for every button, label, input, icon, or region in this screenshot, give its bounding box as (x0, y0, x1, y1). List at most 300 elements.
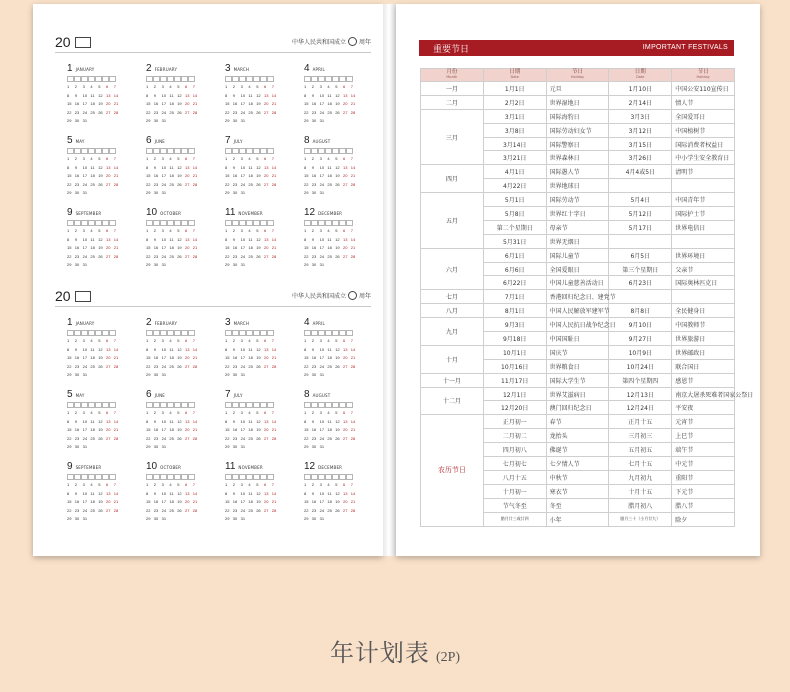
note-cell[interactable] (253, 76, 260, 82)
day-row (304, 491, 383, 500)
day-number: 26 (177, 507, 182, 513)
day-number: 29 (304, 372, 309, 377)
note-cell[interactable] (260, 474, 267, 480)
lunar-festival-cell: 七夕情人节 (546, 457, 609, 471)
day-number: 30 (74, 262, 80, 267)
note-cell[interactable] (67, 148, 74, 154)
day-number: 28 (271, 435, 277, 441)
note-cell[interactable] (188, 402, 195, 408)
note-cell[interactable] (246, 220, 253, 226)
note-cell[interactable] (95, 220, 102, 226)
day-number: 12 (335, 346, 340, 352)
note-cell[interactable] (332, 76, 339, 82)
day-number: 29 (67, 372, 72, 377)
note-cell[interactable] (304, 76, 311, 82)
day-number: 11 (169, 418, 174, 424)
day-number: 8 (225, 164, 228, 170)
note-cell[interactable] (318, 76, 325, 82)
day-row (67, 355, 146, 364)
note-cell[interactable] (153, 220, 160, 226)
note-cell[interactable] (67, 76, 74, 82)
day-number: 4 (169, 84, 172, 89)
day-row (304, 347, 383, 356)
note-cells[interactable] (67, 76, 146, 82)
note-cell[interactable] (153, 76, 160, 82)
day-number: 26 (98, 181, 103, 187)
day-number: 7 (192, 410, 196, 415)
day-number: 23 (311, 253, 317, 259)
festivals-title-bar (419, 40, 734, 56)
note-cell[interactable] (346, 76, 353, 82)
note-cell[interactable] (74, 148, 81, 154)
note-cell[interactable] (102, 148, 109, 154)
note-cell[interactable] (188, 220, 195, 226)
note-cell[interactable] (253, 148, 260, 154)
note-cells[interactable] (304, 402, 383, 408)
note-cell[interactable] (167, 220, 174, 226)
note-cell[interactable] (160, 220, 167, 226)
note-cell[interactable] (67, 220, 74, 226)
note-cell[interactable] (146, 220, 153, 226)
note-cell[interactable] (311, 220, 318, 226)
note-cell[interactable] (88, 402, 95, 408)
note-cell[interactable] (325, 148, 332, 154)
note-cell[interactable] (74, 220, 81, 226)
note-cell[interactable] (181, 474, 188, 480)
note-cell[interactable] (318, 330, 325, 336)
festival-cell: 世界红十字日 (546, 207, 609, 221)
note-cell[interactable] (225, 402, 232, 408)
festival-row (421, 345, 735, 359)
festival-cell: 国庆节 (546, 345, 609, 359)
note-cell[interactable] (174, 76, 181, 82)
day-number: 18 (248, 173, 253, 178)
day-number: 11 (327, 346, 332, 352)
note-cell[interactable] (304, 220, 311, 226)
note-cell[interactable] (95, 76, 102, 82)
note-cell[interactable] (102, 220, 109, 226)
note-cell[interactable] (311, 330, 318, 336)
note-cell[interactable] (146, 76, 153, 82)
note-cell[interactable] (81, 148, 88, 154)
note-cell[interactable] (232, 148, 239, 154)
day-number: 31 (240, 118, 246, 123)
month-number: 7 (225, 135, 231, 146)
note-cell[interactable] (332, 330, 339, 336)
note-cell[interactable] (88, 220, 95, 226)
note-cell[interactable] (67, 474, 74, 480)
festival-cell: 世界森林日 (546, 151, 609, 165)
note-cell[interactable] (339, 76, 346, 82)
note-cell[interactable] (225, 76, 232, 82)
note-cells[interactable] (304, 330, 383, 336)
note-cell[interactable] (102, 76, 109, 82)
month-block (146, 461, 225, 533)
note-cell[interactable] (146, 330, 153, 336)
note-cell[interactable] (260, 330, 267, 336)
note-cells[interactable] (146, 76, 225, 82)
note-cell[interactable] (174, 220, 181, 226)
note-cell[interactable] (188, 474, 195, 480)
note-cells[interactable] (225, 330, 304, 336)
note-cell[interactable] (267, 330, 274, 336)
note-cell[interactable] (225, 330, 232, 336)
note-cell[interactable] (81, 474, 88, 480)
note-cells[interactable] (67, 330, 146, 336)
note-cell[interactable] (346, 330, 353, 336)
day-number: 8 (67, 236, 70, 242)
note-cells[interactable] (304, 148, 383, 154)
note-cell[interactable] (325, 76, 332, 82)
note-cell[interactable] (102, 474, 109, 480)
note-cells[interactable] (146, 402, 225, 408)
note-cell[interactable] (232, 76, 239, 82)
day-row (304, 516, 383, 525)
note-cells[interactable] (67, 220, 146, 226)
note-cell[interactable] (181, 76, 188, 82)
day-row (304, 364, 383, 373)
note-cell[interactable] (253, 330, 260, 336)
note-cell[interactable] (167, 402, 174, 408)
note-cell[interactable] (246, 76, 253, 82)
day-number: 6 (342, 338, 346, 343)
note-cell[interactable] (318, 474, 325, 480)
note-cells[interactable] (146, 330, 225, 336)
note-cell[interactable] (88, 330, 95, 336)
day-number: 10 (319, 92, 325, 98)
note-cell[interactable] (174, 148, 181, 154)
day-row (225, 427, 304, 436)
note-cell[interactable] (225, 148, 232, 154)
note-cell[interactable] (188, 330, 195, 336)
note-cell[interactable] (253, 220, 260, 226)
note-cell[interactable] (318, 402, 325, 408)
day-number: 5 (98, 228, 101, 233)
note-cell[interactable] (153, 148, 160, 154)
note-cell[interactable] (239, 474, 246, 480)
note-cell[interactable] (253, 474, 260, 480)
note-cells[interactable] (304, 220, 383, 226)
day-row (304, 237, 383, 246)
note-cell[interactable] (260, 148, 267, 154)
note-cell[interactable] (311, 76, 318, 82)
note-cell[interactable] (181, 220, 188, 226)
note-cell[interactable] (146, 474, 153, 480)
day-number: 20 (342, 245, 348, 250)
note-cell[interactable] (339, 220, 346, 226)
note-cell[interactable] (167, 148, 174, 154)
note-cells[interactable] (146, 148, 225, 154)
month-number: 12 (304, 461, 316, 472)
note-cell[interactable] (239, 402, 246, 408)
note-cell[interactable] (95, 402, 102, 408)
note-cell[interactable] (146, 402, 153, 408)
note-cell[interactable] (346, 148, 353, 154)
note-cell[interactable] (260, 402, 267, 408)
note-cell[interactable] (304, 148, 311, 154)
note-cells[interactable] (304, 474, 383, 480)
note-cell[interactable] (339, 330, 346, 336)
day-numbers (67, 482, 146, 525)
note-cell[interactable] (325, 402, 332, 408)
note-cell[interactable] (232, 220, 239, 226)
note-cell[interactable] (325, 220, 332, 226)
day-number: 23 (311, 181, 317, 187)
note-cell[interactable] (67, 330, 74, 336)
note-cell[interactable] (174, 474, 181, 480)
note-cell[interactable] (153, 474, 160, 480)
note-cell[interactable] (167, 76, 174, 82)
note-cell[interactable] (267, 76, 274, 82)
note-cell[interactable] (246, 330, 253, 336)
note-cell[interactable] (109, 402, 116, 408)
note-cell[interactable] (311, 148, 318, 154)
note-cells[interactable] (67, 402, 146, 408)
note-cell[interactable] (304, 330, 311, 336)
anniversary-circle[interactable] (348, 37, 357, 46)
note-cells[interactable] (225, 474, 304, 480)
month-number: 3 (225, 317, 231, 328)
note-cell[interactable] (95, 474, 102, 480)
note-cells[interactable] (304, 76, 383, 82)
day-number: 24 (161, 435, 167, 441)
note-cell[interactable] (102, 330, 109, 336)
day-number: 16 (74, 499, 80, 504)
day-row (304, 508, 383, 517)
note-cell[interactable] (109, 474, 116, 480)
note-cell[interactable] (153, 330, 160, 336)
month-number: 9 (67, 207, 73, 218)
note-cell[interactable] (160, 76, 167, 82)
day-row (146, 254, 225, 263)
year-input-box[interactable] (75, 291, 91, 302)
day-row (225, 444, 304, 453)
note-cell[interactable] (102, 402, 109, 408)
day-number: 4 (169, 338, 172, 343)
day-number: 17 (161, 101, 167, 106)
note-cell[interactable] (267, 148, 274, 154)
day-row (146, 482, 225, 491)
note-cell[interactable] (81, 402, 88, 408)
date-cell: 6月1日 (483, 248, 546, 262)
note-cell[interactable] (160, 148, 167, 154)
note-cell[interactable] (246, 474, 253, 480)
festivals-title-en: IMPORTANT FESTIVALS (642, 44, 728, 51)
note-cell[interactable] (246, 402, 253, 408)
note-cell[interactable] (339, 474, 346, 480)
note-cell[interactable] (181, 148, 188, 154)
day-number: 19 (98, 355, 103, 360)
note-cell[interactable] (253, 402, 260, 408)
note-cell[interactable] (160, 330, 167, 336)
note-cell[interactable] (81, 220, 88, 226)
note-cells[interactable] (146, 474, 225, 480)
note-cells[interactable] (67, 148, 146, 154)
note-cell[interactable] (332, 220, 339, 226)
note-cell[interactable] (339, 148, 346, 154)
note-cell[interactable] (153, 402, 160, 408)
month-block (146, 135, 225, 207)
note-cell[interactable] (346, 402, 353, 408)
note-cell[interactable] (88, 76, 95, 82)
note-cell[interactable] (346, 220, 353, 226)
note-cells[interactable] (225, 148, 304, 154)
note-cell[interactable] (181, 330, 188, 336)
note-cell[interactable] (174, 402, 181, 408)
day-number: 19 (177, 427, 182, 432)
day-number: 13 (105, 236, 111, 242)
day-number: 31 (161, 190, 167, 195)
day-row (225, 262, 304, 271)
note-cell[interactable] (304, 402, 311, 408)
note-cell[interactable] (146, 148, 153, 154)
day-number: 25 (169, 363, 174, 369)
day-number: 8 (304, 92, 307, 98)
day-number: 8 (67, 418, 70, 424)
note-cell[interactable] (318, 148, 325, 154)
header-month: 月份 Month (421, 69, 484, 82)
note-cell[interactable] (181, 402, 188, 408)
lunar-festival-row (421, 415, 735, 429)
festival-cell-2: 全民健身日 (672, 304, 735, 318)
month-number: 5 (67, 135, 73, 146)
note-cell[interactable] (109, 76, 116, 82)
note-cell[interactable] (160, 474, 167, 480)
day-number: 30 (311, 516, 317, 521)
month-number: 4 (304, 317, 310, 328)
note-cells[interactable] (225, 402, 304, 408)
day-number: 19 (98, 101, 103, 106)
day-number: 13 (263, 490, 269, 496)
note-cell[interactable] (225, 474, 232, 480)
note-cell[interactable] (81, 76, 88, 82)
day-row (146, 508, 225, 517)
note-cell[interactable] (239, 220, 246, 226)
note-cells[interactable] (67, 474, 146, 480)
note-cell[interactable] (109, 220, 116, 226)
note-cell[interactable] (109, 330, 116, 336)
day-number: 29 (146, 118, 151, 123)
date-cell-2: 5月17日 (609, 220, 672, 234)
day-number: 15 (225, 499, 230, 504)
note-cell[interactable] (311, 474, 318, 480)
note-cell[interactable] (188, 76, 195, 82)
note-cell[interactable] (225, 220, 232, 226)
note-cell[interactable] (325, 330, 332, 336)
day-number: 2 (74, 228, 78, 233)
festival-row (421, 373, 735, 387)
note-cell[interactable] (332, 474, 339, 480)
year-input-box[interactable] (75, 37, 91, 48)
note-cell[interactable] (311, 402, 318, 408)
day-number: 27 (263, 435, 269, 441)
note-cells[interactable] (225, 220, 304, 226)
note-cell[interactable] (267, 474, 274, 480)
day-number: 12 (335, 164, 340, 170)
note-cell[interactable] (174, 330, 181, 336)
note-cell[interactable] (304, 474, 311, 480)
note-cell[interactable] (332, 148, 339, 154)
note-cells[interactable] (225, 76, 304, 82)
month-cell: 十二月 (421, 387, 484, 415)
day-number: 6 (263, 410, 267, 415)
note-cell[interactable] (81, 330, 88, 336)
note-cell[interactable] (160, 402, 167, 408)
note-cell[interactable] (260, 76, 267, 82)
month-number: 2 (146, 63, 152, 74)
date-cell: 3月14日 (483, 137, 546, 151)
note-cell[interactable] (267, 402, 274, 408)
day-number: 15 (146, 101, 151, 106)
day-number: 30 (232, 516, 238, 521)
day-number: 20 (263, 101, 269, 106)
note-cell[interactable] (325, 474, 332, 480)
day-number: 14 (192, 346, 198, 352)
note-cell[interactable] (74, 76, 81, 82)
day-number: 20 (263, 427, 269, 432)
note-cell[interactable] (88, 148, 95, 154)
day-number: 8 (304, 164, 307, 170)
day-numbers (304, 84, 383, 127)
note-cell[interactable] (167, 474, 174, 480)
note-cell[interactable] (74, 474, 81, 480)
date-cell: 2月2日 (483, 95, 546, 109)
note-cell[interactable] (74, 402, 81, 408)
day-number: 12 (98, 164, 103, 170)
note-cell[interactable] (74, 330, 81, 336)
note-cell[interactable] (109, 148, 116, 154)
day-number: 29 (67, 118, 72, 123)
day-number: 24 (161, 109, 167, 115)
note-cell[interactable] (260, 220, 267, 226)
day-row (304, 499, 383, 508)
note-cell[interactable] (239, 148, 246, 154)
note-cell[interactable] (232, 474, 239, 480)
note-cell[interactable] (267, 220, 274, 226)
note-cells[interactable] (146, 220, 225, 226)
day-row (146, 237, 225, 246)
note-cell[interactable] (346, 474, 353, 480)
note-cell[interactable] (239, 76, 246, 82)
note-cell[interactable] (339, 402, 346, 408)
day-numbers (304, 482, 383, 525)
note-cell[interactable] (95, 330, 102, 336)
note-cell[interactable] (88, 474, 95, 480)
festival-cell-2: 中小学生安全教育日 (672, 151, 735, 165)
note-cell[interactable] (332, 402, 339, 408)
day-number: 18 (169, 245, 174, 250)
day-number: 29 (304, 190, 309, 195)
note-cell[interactable] (239, 330, 246, 336)
note-cell[interactable] (67, 402, 74, 408)
note-cell[interactable] (318, 220, 325, 226)
note-cell[interactable] (232, 402, 239, 408)
note-cell[interactable] (188, 148, 195, 154)
day-number: 28 (192, 109, 198, 115)
anniversary-circle[interactable] (348, 291, 357, 300)
note-cell[interactable] (246, 148, 253, 154)
day-row (67, 228, 146, 237)
note-cell[interactable] (232, 330, 239, 336)
day-number: 22 (146, 363, 151, 369)
festival-row (421, 318, 735, 332)
note-cell[interactable] (95, 148, 102, 154)
day-number: 23 (311, 363, 317, 369)
day-number: 9 (232, 490, 236, 496)
day-number: 14 (350, 418, 356, 424)
note-cell[interactable] (167, 330, 174, 336)
day-number: 20 (263, 245, 269, 250)
